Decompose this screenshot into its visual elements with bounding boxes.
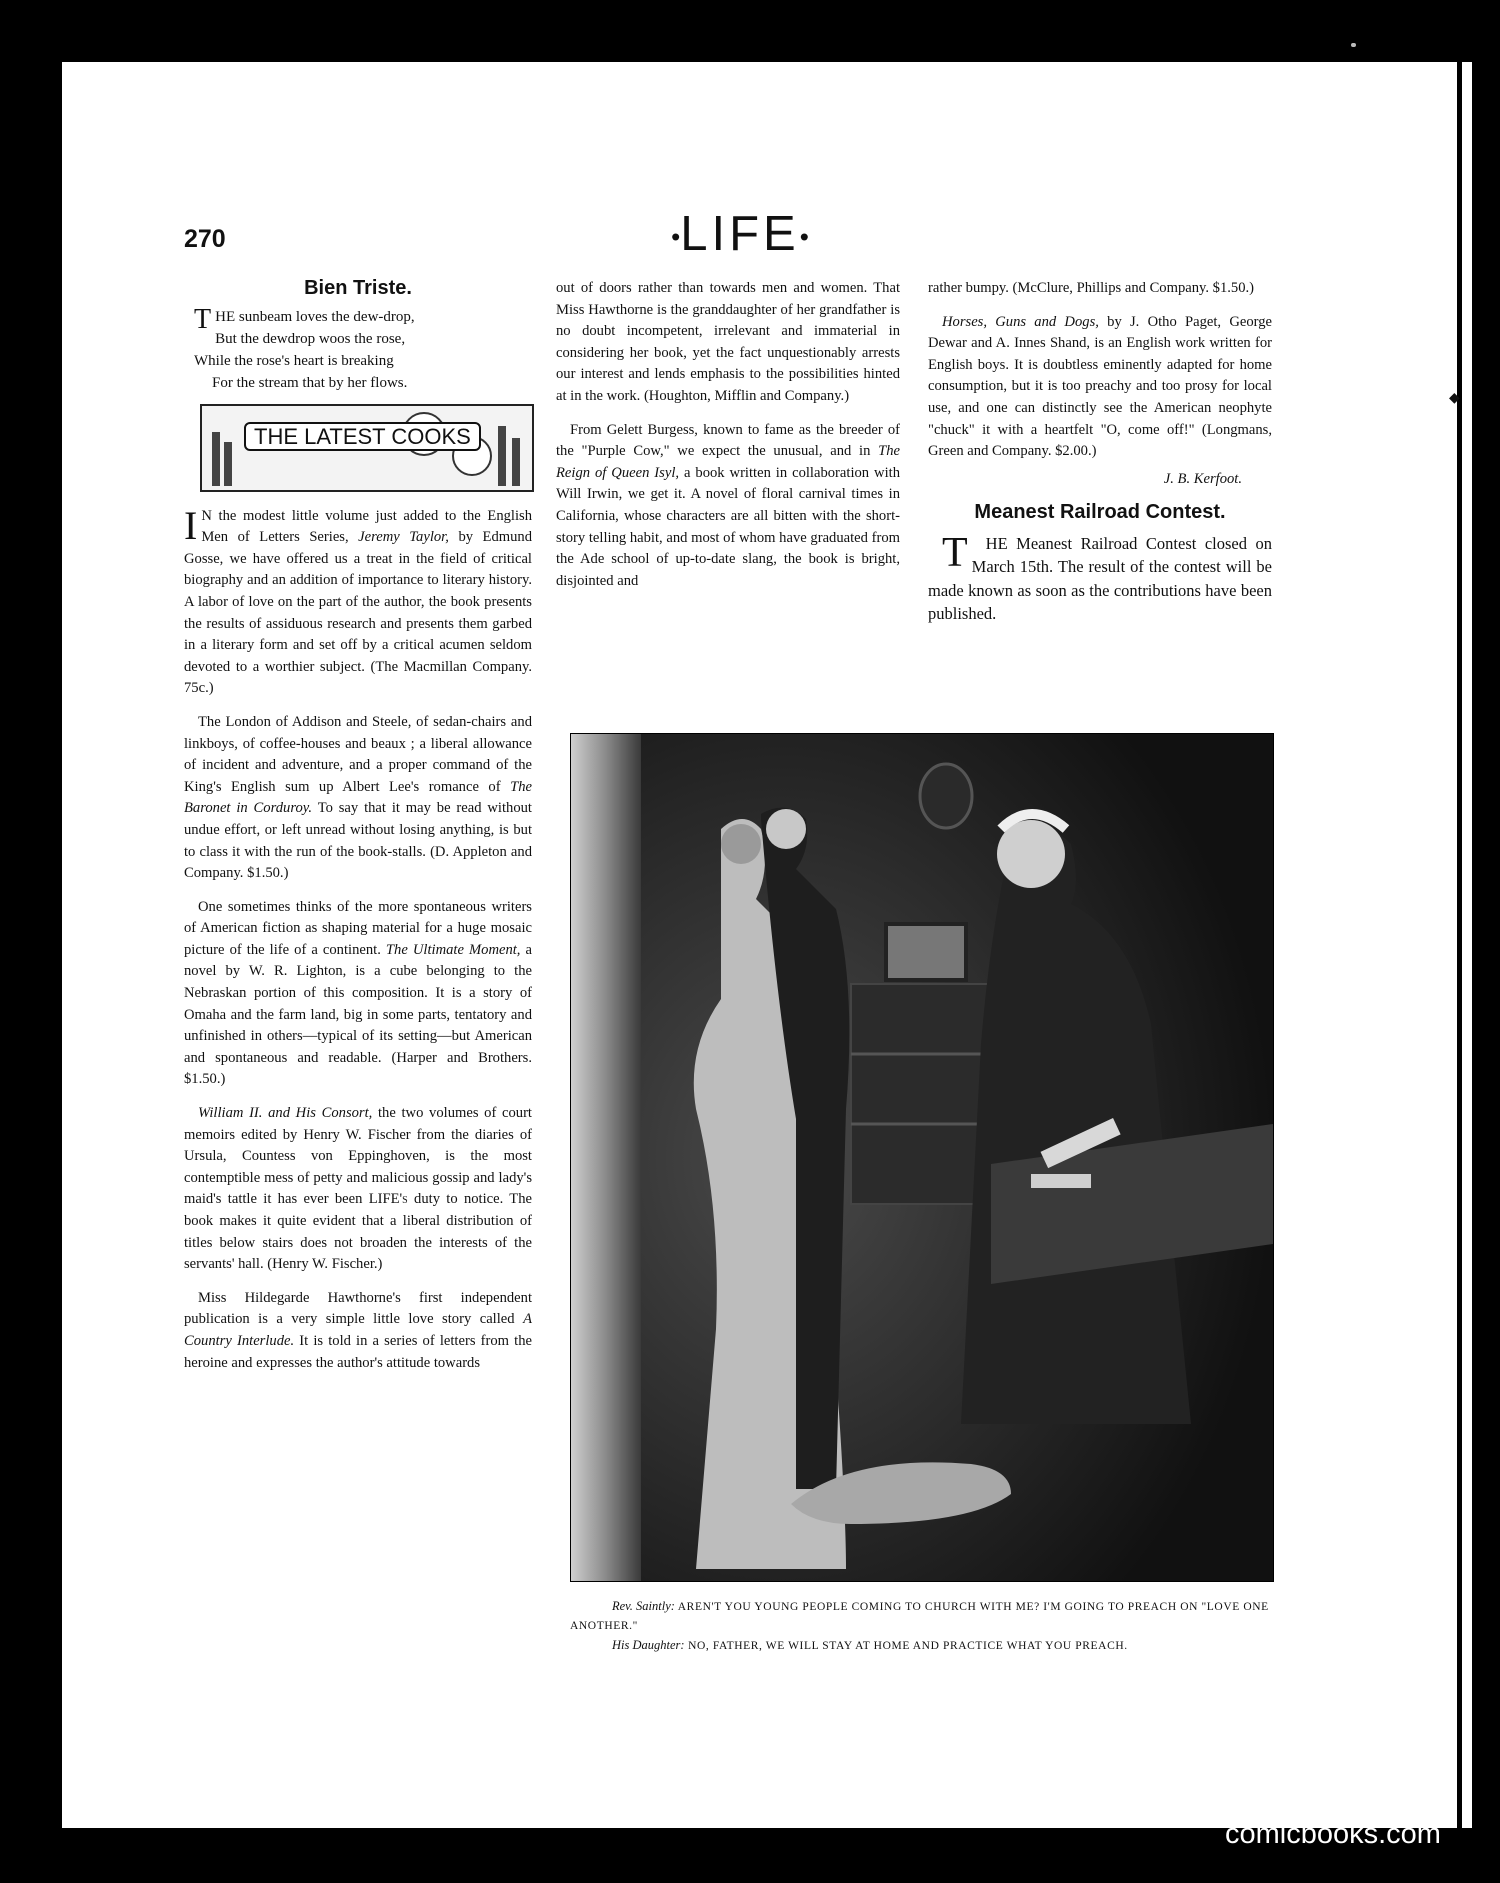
book-spine [224, 442, 232, 486]
poem [194, 303, 532, 394]
masthead-title: LIFE [680, 207, 800, 261]
book-on-table [1031, 1174, 1091, 1188]
reviewer-signature: J. B. Kerfoot. [1163, 470, 1242, 487]
caption-speaker: His Daughter: [612, 1638, 685, 1652]
review-text: the two volumes of court memoirs edited by Henry W. Fischer from the diaries of Ursula, Countess von Eppinghoven, is the most contemptible mess of petty and malicious gossip and lady's maid's tattle it has ever been [184, 1105, 532, 1208]
site-watermark: comicbooks.com [1225, 1818, 1441, 1850]
banner-label: THE LATEST COOKS [244, 422, 481, 452]
latest-books-banner [200, 404, 534, 492]
caption-text: AREN'T YOU YOUNG PEOPLE COMING TO CHURCH WITH ME? I'M GOING TO PREACH ON "LOVE ONE ANOTHER." [570, 1601, 1269, 1632]
poem-line-2: But the dewdrop woos the rose, [215, 330, 406, 347]
review-text: duty to notice. The book makes it quite evident that a liberal distribution of titles below stairs does not broaden the interests of the servants' hall. (Henry W. Fischer.) [184, 1191, 532, 1273]
contest-body: HE Meanest Railroad Contest closed on March 15th. The result of the contest will be made known as soon as the contributions have been published. [928, 533, 1272, 624]
page-number: 270 [184, 225, 226, 253]
life-smallcaps: LIFE's [368, 1191, 408, 1208]
review-text: It is told in a series of letters from the heroine and expresses the author's attitude towards [184, 1332, 532, 1371]
review-text: The London of Addison and Steele, of sedan-chairs and linkboys, of coffee-houses and beaux ; a liberal allowance of incident and adventure, and a proper command of the King's English sum up Albert Lee's romance of [184, 713, 532, 795]
column-1 [184, 278, 532, 1386]
illustration-drawing [571, 734, 1273, 1581]
book-title: Jeremy Taylor, [358, 529, 449, 546]
poem-line-3: While the rose's heart is breaking [194, 352, 394, 369]
curtain [571, 734, 641, 1581]
review-horses-guns-dogs [928, 312, 1272, 463]
review-text: Miss Hildegarde Hawthorne's first independent publication is a very simple little love story called [184, 1289, 532, 1328]
poem-title: Bien Triste. [304, 277, 412, 299]
framed-picture [886, 924, 966, 980]
review-continued-2: rather bumpy. (McClure, Phillips and Company. $1.50.) [928, 280, 1255, 296]
book-title: Horses, Guns and Dogs, [942, 313, 1099, 330]
next-page-edge [1462, 62, 1472, 1828]
side-arrow-icon: ◆ [1449, 391, 1460, 406]
review-text: N the modest little volume just added to the English Men of Letters Series, [201, 507, 532, 546]
masthead [550, 206, 930, 262]
review-text: One sometimes thinks of the more spontaneous writers of American fiction as shaping material for a huge mosaic picture of the life of a continent. [184, 898, 532, 958]
scan-speck [1351, 43, 1356, 47]
masthead-dot-left: • [671, 221, 681, 252]
column-2 [556, 278, 900, 604]
daughter-head [721, 824, 761, 864]
caption-speaker: Rev. Saintly: [612, 1599, 675, 1613]
book-title: William II. and His Consort, [198, 1105, 373, 1122]
young-man-head [766, 809, 806, 849]
review-text: To say that it may be read without undue effort, or left unread without losing anything, is but to class it with the run of the book-stalls. (D. Appleton and Company. $1.50.) [184, 800, 532, 882]
caption-line-1 [570, 1597, 1272, 1636]
review-text: a novel by W. R. Lighton, is a cube belonging to the Nebraskan portion of this composition. It is a story of Omaha and the farm land, big in some parts, tentatory and unfinished in others—typical of its setting—but American and spontaneous and readable. (Harper and Brothers. $1.50.) [184, 941, 533, 1088]
book-title: The Ultimate Moment, [385, 941, 521, 958]
review-continued: out of doors rather than towards men and women. That Miss Hawthorne is the granddaughter of her grandfather is no doubt incompetent, irrelevant and immaterial in considering her book, yet the fact unquestionably arrests our interest and lends emphasis to the possibilities hinted at in the work. (Houghton, Mifflin and Company.) [556, 280, 900, 404]
review-text: by Edmund Gosse, we have offered us a treat in the field of critical biography and an addition of importance to literary history. A labor of love on the part of the author, the book presents the results of assiduous research and presents them garbed in a literary form and set off by a critical acumen seldom devoted to a worthier subject. (The Macmillan Company. 75c.) [184, 529, 533, 697]
column-3 [928, 278, 1272, 638]
book-title: A Country Interlude. [184, 1311, 532, 1349]
poem-line-1-text: HE sunbeam loves the dew-drop, [215, 308, 415, 325]
contest-text [928, 529, 1272, 626]
bookcase [851, 984, 991, 1204]
review-text: a book written in collaboration with Will Irwin, we get it. A novel of floral carnival times in California, whose characters are all bitten with the short-story telling habit, and most of whom have graduated from the Ade school of up-to-date slang, the book is bright, disjointed and [556, 464, 900, 589]
review-jeremy-taylor [184, 502, 533, 700]
reverend-head [997, 820, 1065, 888]
masthead-dot-right: • [799, 221, 809, 252]
caption-text: NO, FATHER, WE WILL STAY AT HOME AND PRACTICE WHAT YOU PREACH. [688, 1640, 1128, 1652]
poem-dropcap: T [194, 303, 212, 335]
review-text: From Gelett Burgess, known to fame as the breeder of the "Purple Cow," we expect the unusual, and in [556, 421, 900, 460]
review-text: by J. Otho Paget, George Dewar and A. Innes Shand, is an English work written for English boys. It is doubtless eminently adapted for home consumption, but it is too preachy and too prosy for local use, and one can distinctly see the American neophyte "chuck" it with a heartfelt "O, come off!" (Longmans, Green and Company. $2.00.) [928, 313, 1272, 460]
review-country-interlude [184, 1288, 532, 1374]
illustration-caption [570, 1597, 1272, 1656]
book-title: The Reign of Queen Isyl, [556, 443, 900, 481]
caption-line-2 [570, 1636, 1272, 1656]
review-queen-isyl [556, 420, 900, 593]
review-william-ii [184, 1103, 532, 1276]
contest-dropcap: T [942, 529, 968, 576]
contest-title: Meanest Railroad Contest. [974, 501, 1226, 524]
book-spine [512, 438, 520, 486]
review-baronet [184, 712, 532, 885]
review-ultimate-moment [184, 897, 532, 1091]
book-title: The Baronet in Corduroy. [184, 778, 532, 817]
wall-portrait [920, 764, 972, 828]
illustration-parlor-scene [570, 733, 1274, 1582]
poem-line-4: For the stream that by her flows. [212, 374, 408, 391]
book-spine [212, 432, 220, 486]
review-dropcap: I [184, 502, 198, 548]
poem-line-1 [194, 303, 532, 335]
book-spine [498, 426, 506, 486]
